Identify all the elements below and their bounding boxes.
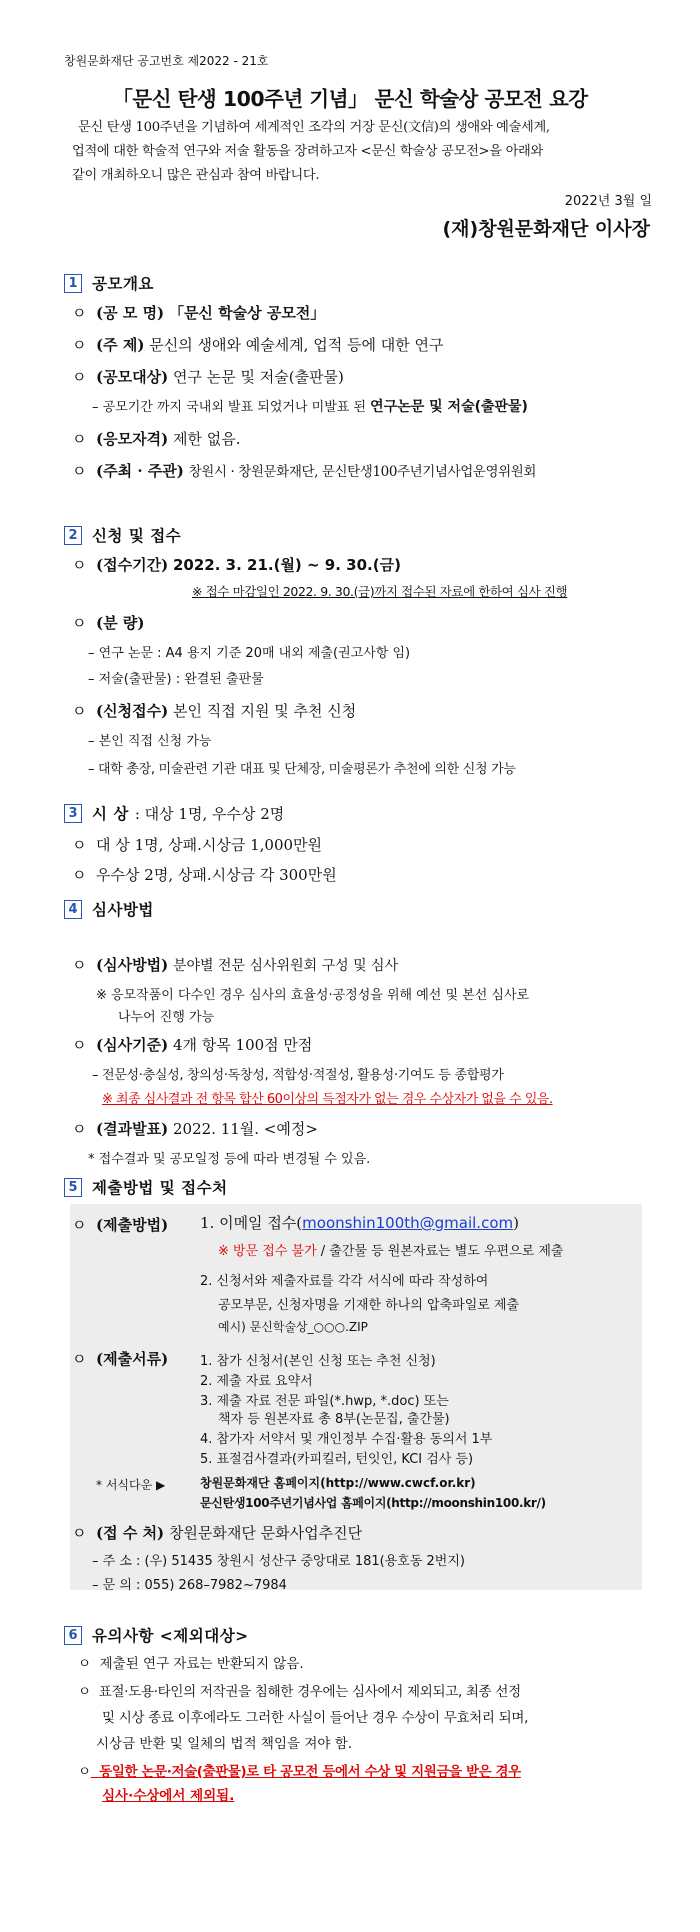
reception-phone: – 문 의 : 055) 268–7982~7984 <box>92 1578 287 1593</box>
section-title: 유의사항 <제외대상> <box>92 1627 249 1645</box>
item-documents: ㅇ (제출서류) <box>72 1350 169 1368</box>
caution-1: ㅇ 제출된 연구 자료는 반환되지 않음. <box>78 1656 304 1672</box>
section-number-badge: 3 <box>64 804 82 823</box>
section-title: 공모개요 <box>92 275 154 293</box>
section-2-heading <box>64 524 181 546</box>
item-organizer: ㅇ (주최 · 주관) 창원시 · 창원문화재단, 문신탄생100주년기념사업운영위원회 <box>72 462 537 480</box>
item-criteria: ㅇ (심사기준) 4개 항목 100점 만점 <box>72 1036 313 1054</box>
award-excellence: ㅇ 우수상 2명, 상패.시상금 각 300만원 <box>72 866 337 884</box>
page-title: 「문신 탄생 100주년 기념」 문신 학술상 공모전 요강 <box>112 87 588 111</box>
item-review-method: ㅇ (심사방법) 분야별 전문 심사위원회 구성 및 심사 <box>72 956 399 974</box>
caution-3-line-1: ㅇ 동일한 논문·저술(출판물)로 타 공모전 등에서 수상 및 지원금을 받은 경우 <box>78 1764 521 1780</box>
caution-3-line-2: 심사·수상에서 제외됨. <box>102 1788 235 1804</box>
notice-number: 창원문화재단 공고번호 제2022 - 21호 <box>64 54 269 68</box>
award-grand: ㅇ 대 상 1명, 상패.시상금 1,000만원 <box>72 836 323 854</box>
review-note-2: 나누어 진행 가능 <box>118 1010 215 1025</box>
section-title: 신청 및 접수 <box>92 527 182 545</box>
section-6-heading <box>64 1624 249 1646</box>
reception-address: – 주 소 : (우) 51435 창원시 성산구 중앙대로 181(용호동 2번지) <box>92 1554 465 1569</box>
intro-paragraph <box>72 116 672 188</box>
item-result: ㅇ (결과발표) 2022. 11월. <예정> <box>72 1120 318 1138</box>
doc-1: 1. 참가 신청서(본인 신청 또는 추천 신청) <box>200 1354 436 1369</box>
intro-line-1: 문신 탄생 100주년을 기념하여 세계적인 조각의 거장 문신(文信)의 생애와 예술세계, <box>78 120 550 135</box>
doc-2: 2. 제출 자료 요약서 <box>200 1374 313 1389</box>
section-3-summary: : 대상 1명, 우수상 2명 <box>134 804 285 823</box>
doc-3b: 책자 등 원본자료 총 8부(논문집, 출간물) <box>218 1412 450 1427</box>
doc-4: 4. 참가자 서약서 및 개인정부 수집·활용 동의서 1부 <box>200 1432 493 1447</box>
section-number-badge: 1 <box>64 274 82 293</box>
item-submit-method: ㅇ (제출방법) <box>72 1216 169 1234</box>
intro-line-2: 업적에 대한 학술적 연구와 저술 활동을 장려하고자 <문신 학술상 공모전>을 아래와 <box>72 144 543 159</box>
method-archive-example: 예시) 문신학술상_○○○.ZIP <box>218 1320 368 1334</box>
intro-line-3: 같이 개최하오니 많은 관심과 참여 바랍니다. <box>72 168 320 183</box>
item-reception: ㅇ (접 수 처) 창원문화재단 문화사업추진단 <box>72 1524 363 1542</box>
method-email: 1. 이메일 접수(moonshin100th@gmail.com) <box>200 1214 519 1232</box>
review-note-1: ※ 응모작품이 다수인 경우 심사의 효율성·공정성을 위해 예선 및 본선 심사로 <box>96 988 530 1003</box>
method-email-note: ※ 방문 접수 불가 / 출간물 등 원본자료는 별도 우편으로 제출 <box>218 1244 564 1259</box>
section-title: 심사방법 <box>92 901 154 919</box>
section-title: 제출방법 및 접수처 <box>92 1179 228 1197</box>
application-self: – 본인 직접 신청 가능 <box>88 734 212 749</box>
application-recommend: – 대학 총장, 미술관련 기관 대표 및 단체장, 미술평론가 추천에 의한 신청 가능 <box>88 762 516 777</box>
section-1-heading <box>64 272 154 294</box>
item-application: ㅇ (신청접수) 본인 직접 지원 및 추천 신청 <box>72 702 357 720</box>
doc-5: 5. 표절검사결과(카피킬러, 턴잇인, KCI 검사 등) <box>200 1452 474 1467</box>
caution-2-line-1: ㅇ 표절·도용·타인의 저작권을 침해한 경우에는 심사에서 제외되고, 최종 선정 <box>78 1684 521 1700</box>
section-5-heading <box>64 1176 228 1198</box>
form-download-label: * 서식다운 ▶ <box>96 1478 166 1492</box>
email-link[interactable]: moonshin100th@gmail.com <box>302 1214 514 1232</box>
caution-2-line-3: 시상금 반환 및 일체의 법적 책임을 져야 함. <box>96 1736 353 1752</box>
method-archive-1: 2. 신청서와 제출자료를 각각 서식에 따라 작성하여 <box>200 1274 489 1289</box>
section-3-heading <box>64 802 284 824</box>
item-target-detail: – 공모기간 까지 국내외 발표 되었거나 미발표 된 연구논문 및 저술(출판물) <box>92 399 528 415</box>
criteria-detail: – 전문성·충실성, 창의성·독창성, 적합성·적절성, 활용성·기여도 등 종합평가 <box>92 1068 504 1083</box>
item-eligibility: ㅇ (응모자격) 제한 없음. <box>72 430 241 448</box>
section-number-badge: 4 <box>64 900 82 919</box>
section-number-badge: 2 <box>64 526 82 545</box>
doc-3a: 3. 제출 자료 전문 파일(*.hwp, *.doc) 또는 <box>200 1394 449 1409</box>
result-note: * 접수결과 및 공모일정 등에 따라 변경될 수 있음. <box>88 1152 371 1167</box>
item-target: ㅇ (공모대상) 연구 논문 및 저술(출판물) <box>72 368 344 386</box>
item-theme: ㅇ (주 제) 문신의 생애와 예술세계, 업적 등에 대한 연구 <box>72 336 444 354</box>
form-link-cwcf[interactable]: 창원문화재단 홈페이지(http://www.cwcf.or.kr) <box>200 1476 476 1490</box>
section-title: 시 상 <box>92 805 129 823</box>
item-period: ㅇ (접수기간) 2022. 3. 21.(월) ~ 9. 30.(금) <box>72 556 401 574</box>
caution-2-line-2: 및 시상 종료 이후에라도 그러한 사실이 들어난 경우 수상이 무효처리 되며, <box>102 1710 529 1726</box>
item-contest-name: ㅇ (공 모 명) 「문신 학술상 공모전」 <box>72 304 326 322</box>
section-number-badge: 5 <box>64 1178 82 1197</box>
method-archive-2: 공모부문, 신청자명을 기재한 하나의 압축파일로 제출 <box>218 1298 520 1313</box>
volume-book: – 저술(출판물) : 완결된 출판물 <box>88 672 264 687</box>
section-4-heading <box>64 898 154 920</box>
form-link-moonshin[interactable]: 문신탄생100주년기념사업 홈페이지(http://moonshin100.kr/) <box>200 1496 546 1510</box>
volume-paper: – 연구 논문 : A4 용지 기준 20매 내외 제출(권고사항 임) <box>88 646 411 661</box>
announce-date: 2022년 3월 일 <box>564 194 652 209</box>
item-volume: ㅇ (분 량) <box>72 614 145 632</box>
issuer: (재)창원문화재단 이사장 <box>442 218 650 240</box>
period-note: ※ 접수 마감일인 2022. 9. 30.(금)까지 접수된 자료에 한하여 심사 진행 <box>192 584 568 599</box>
criteria-warning: ※ 최종 심사결과 전 항목 합산 60이상의 득점자가 없는 경우 수상자가 없을 수 있음. <box>102 1092 553 1107</box>
section-number-badge: 6 <box>64 1626 82 1645</box>
